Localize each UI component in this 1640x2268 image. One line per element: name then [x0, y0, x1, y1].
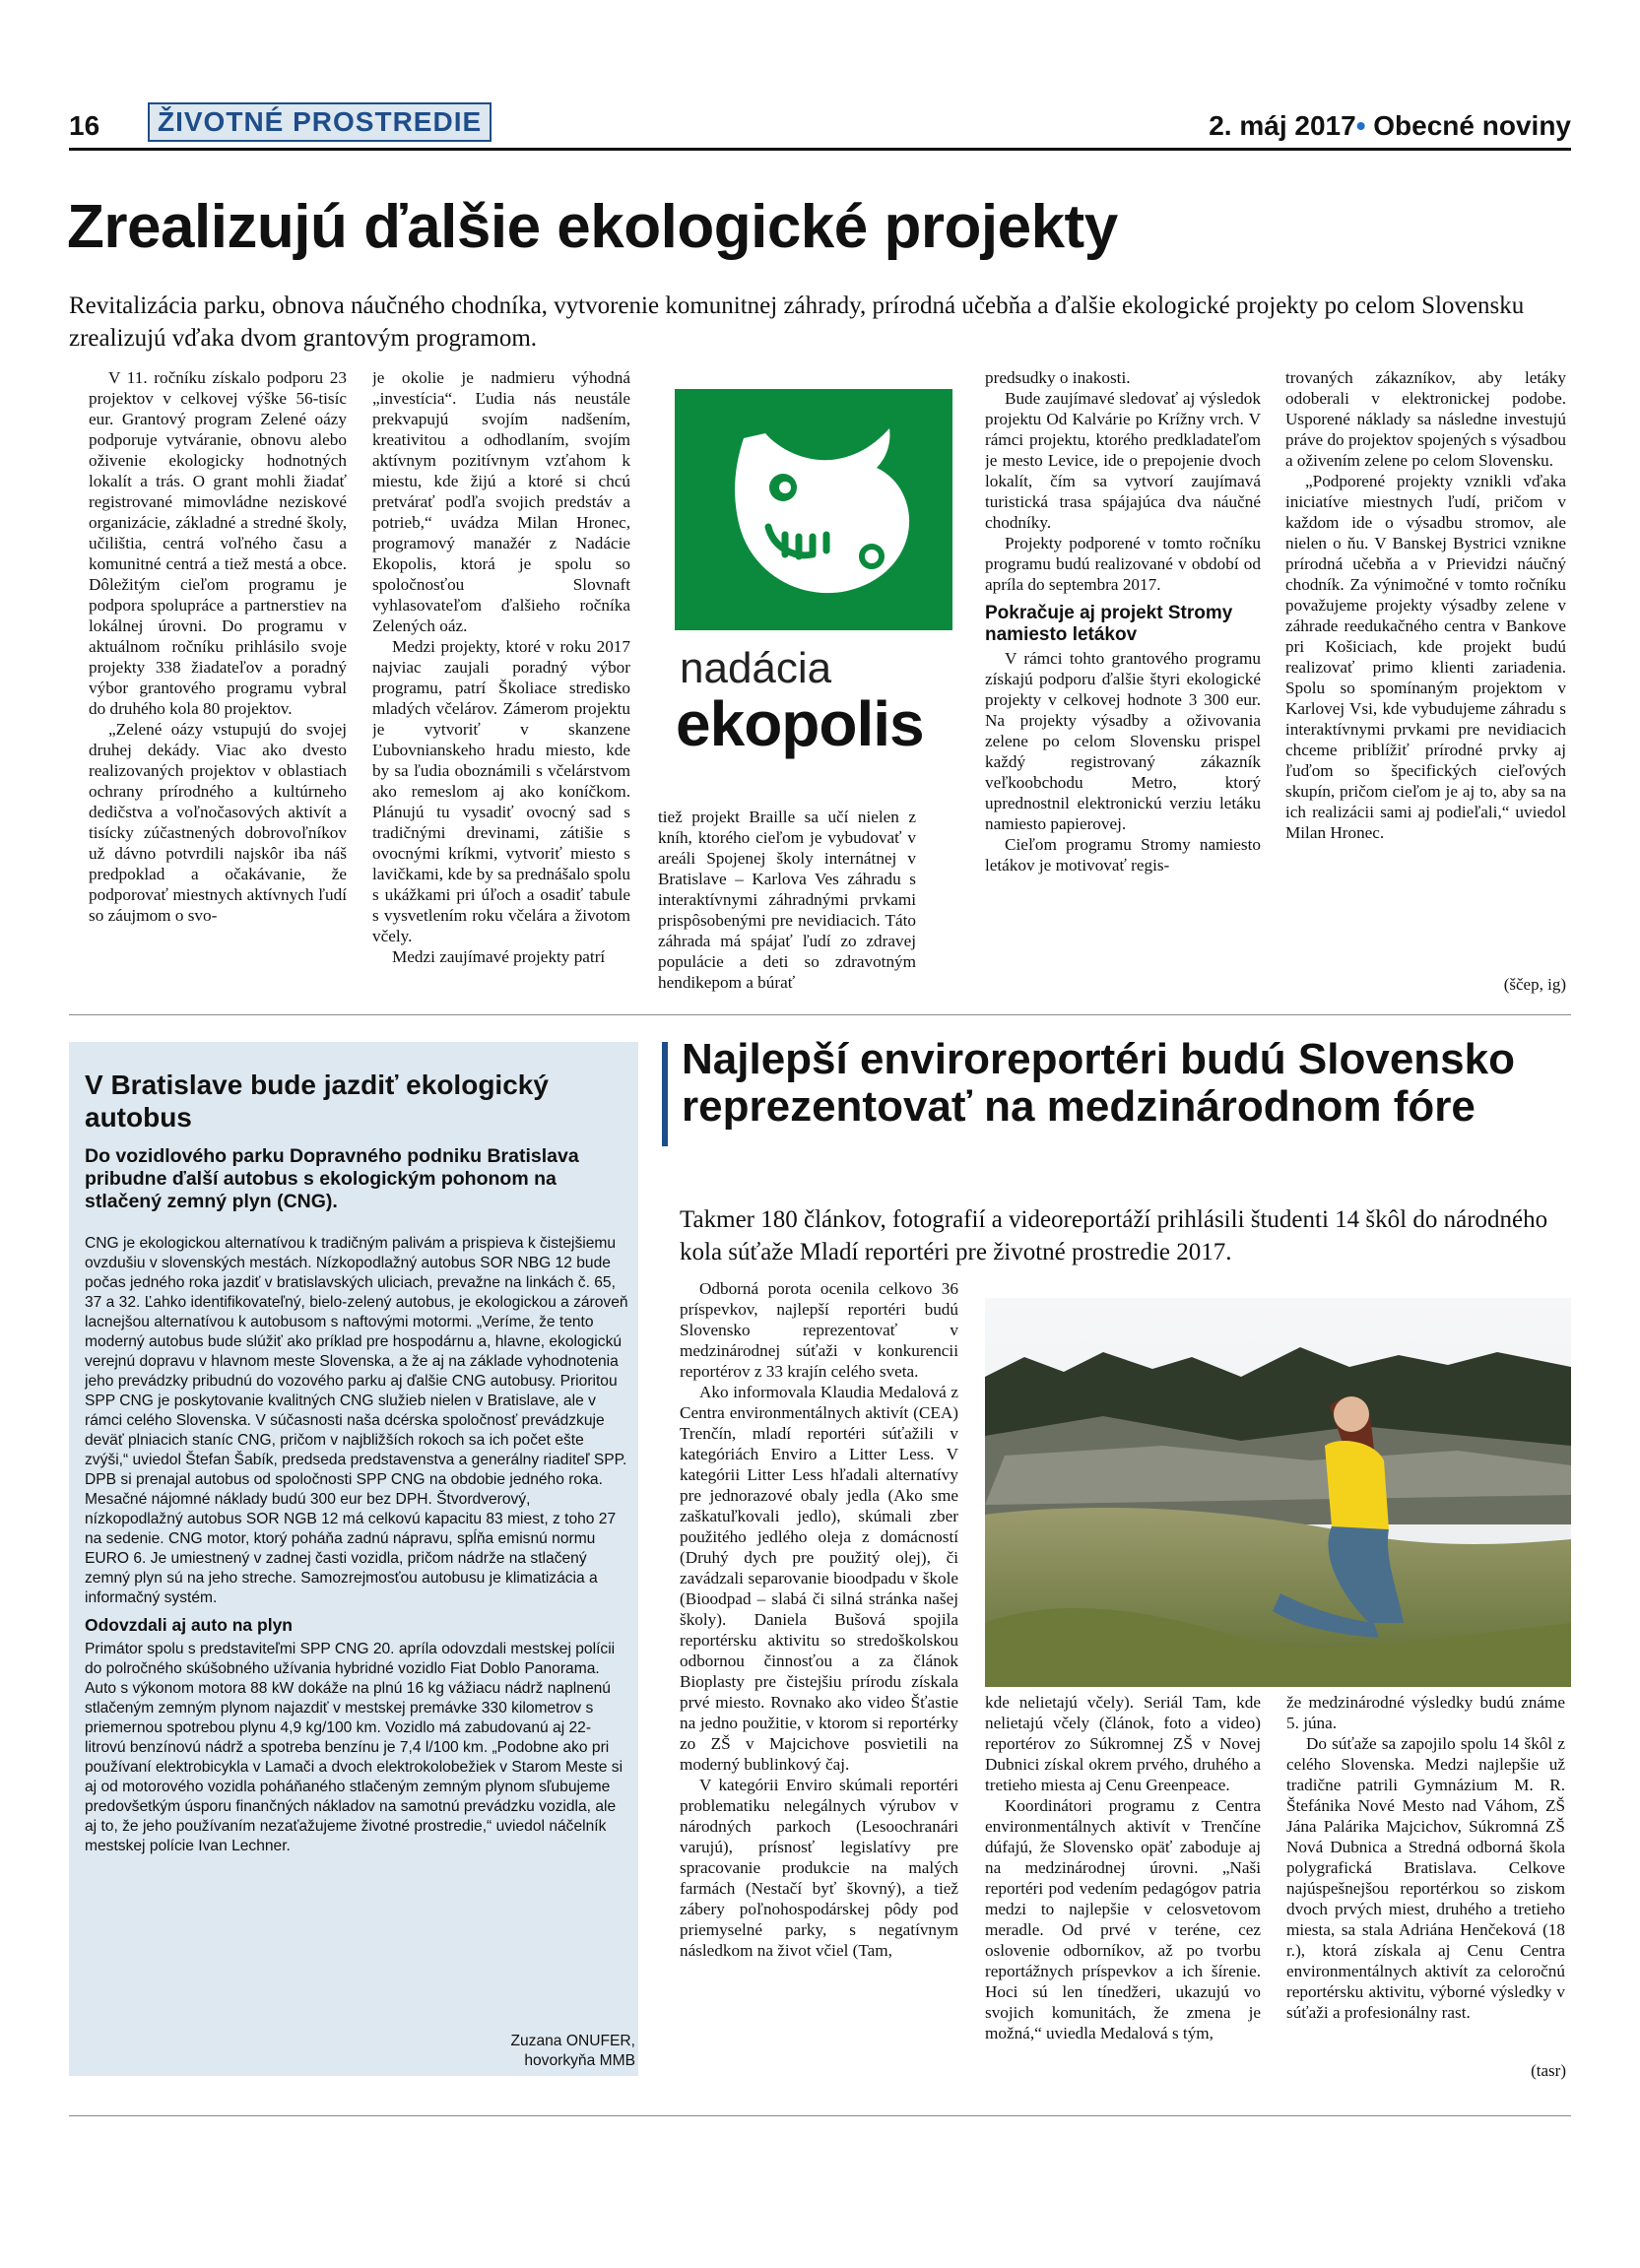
- paragraph: „Zelené oázy vstupujú do svojej druhej dekády. Viac ako dvesto realizovaných projektov v oblastiach ochrany prírodného a kultúrneho dedičstva a voľnočasových aktivít a tisícky zúčastnených dobrovoľníkov už dávno potvrdili najskôr iba náš predpoklad a očakávanie, že podporovať miestnych aktívnych ľudí so záujmom o svo-: [89, 720, 347, 925]
- footer-rule: [69, 2115, 1571, 2116]
- paragraph: Medzi zaujímavé projekty patrí: [392, 947, 606, 966]
- article2-signature: (tasr): [1531, 2061, 1566, 2080]
- article-column: [89, 367, 347, 994]
- sidebar-title: V Bratislave bude jazdiť ekologický autobus: [85, 1069, 549, 1133]
- paragraph: V 11. ročníku získalo podporu 23 projektov v celkovej výške 56-tisíc eur. Grantový program Zelené oázy podporuje vytváranie, obnovu alebo oživenie ekologicky hodnotných lokalít a trás. O grant mohli žiadať registrované mimovládne neziskové organizácie, základné a stredné školy, učilištia, centrá voľného času a komunitné centrá a tiež mestá a obce. Dôležitým cieľom programu je podpora spolupráce a partnerstiev na lokálnej úrovni. Do programu v aktuálnom ročníku prihlásilo svoje projekty 338 žiadateľov a poradný výbor grantového programu vybral do druhého kola 80 projektov.: [89, 368, 347, 718]
- article-signature: (ščep, ig): [1503, 975, 1566, 994]
- paragraph: „Podporené projekty vznikli vďaka iniciatíve miestnych ľudí, pričom v každom ide o výsadbu stromov, ale nielen o ňu. V Banskej Bystrici vznikne prírodná učebňa a v Prievidzi náučný chodník. Za výnimočné v tomto ročníku považujeme projekty výsadby zelene v záhrade reedukačného centra v Bankove pri Košiciach, kde projekt budú realizovať primo klienti zariadenia. Spolu so spomínaným projektom v Karlovej Vsi, kde vybudujeme záhradu s interaktívnymi prvkami pre nevidiacich chceme priblížiť prírodné prvky aj ľuďom so špecifických cieľových skupín, pričom cieľom je aj to, aby sa na ich realizácii sami aj podieľali,“ uviedol Milan Hronec.: [1285, 472, 1566, 842]
- dove-icon: [675, 389, 952, 630]
- sidebar-author: [510, 2032, 635, 2071]
- page-number: 16: [69, 110, 100, 141]
- paragraph: Primátor spolu s predstaviteľmi SPP CNG 20. apríla odovzdali mestskej polícii do polročného skúšobného užívania hybridné vozidlo Fiat Doblo Panorama. Auto s výkonom motora 88 kW dokáže na plnú 16 kg vážiacu nádrž naplnenú stlačeným zemným plynom najazdiť v mestskej premávke 330 kilometrov s priemernou spotrebou plynu 4,9 kg/100 km. Vozidlo má zabudovanú aj 22-litrovú benzínovú nádrž a spotreba benzínu je 7,4 l/100 km. „Podobne ako pri používaní elektrobicykla v Lamači a dvoch elektrokolobežiek v Starom Meste si aj od motorového vozidla poháňaného stlačeným zemným plynom sľubujeme predovšetkým úsporu finančných nákladov na samotnú prevádzku vozidla, ale aj to, že jeho používaním nezaťažujeme životné prostredie,“ uviedol náčelník mestskej polície Ivan Lechner.: [85, 1641, 623, 1854]
- author-name: Zuzana ONUFER,: [510, 2033, 635, 2049]
- masthead-info: [1209, 104, 1571, 148]
- sidebar-body: [85, 1234, 628, 2051]
- subheading: Pokračuje aj projekt Stromy namiesto letákov: [985, 603, 1233, 645]
- article-column: [1285, 367, 1566, 963]
- article-column: [985, 1692, 1261, 2086]
- subheading: Odovzdali aj auto na plyn: [85, 1615, 293, 1635]
- article-title: Zrealizujú ďalšie ekologické projekty: [67, 193, 1118, 261]
- paragraph: kde nelietajú včely). Seriál Tam, kde nelietajú včely (článok, foto a video) reportérov zo Súkromnej ZŠ v Novej Dubnici získal okrem prvého, druhého a tretieho miesta aj Cenu Greenpeace.: [985, 1693, 1261, 1794]
- paragraph: je okolie je nadmieru výhodná „investícia“. Ľudia nás neustále prekvapujú svojím nadšením, kreativitou a odhodlaním, svojím aktívnym pozitívnym vzťahom k miestu, kde žijú a ktoré si chcú pretvárať podľa svojich predstáv a potrieb,“ uvádza Milan Hronec, programový manažér z Nadácie Ekopolis, ktorá je spolu so spoločnosťou Slovnaft vyhlasovateľom ďalšieho ročníka Zelených oáz.: [372, 368, 630, 635]
- publication-name: Obecné noviny: [1373, 110, 1571, 141]
- paragraph: že medzinárodné výsledky budú známe 5. júna.: [1286, 1693, 1565, 1732]
- logo-text-ekopolis: ekopolis: [676, 688, 924, 759]
- article-column: [680, 1278, 958, 2071]
- section-label: ŽIVOTNÉ PROSTREDIE: [148, 102, 492, 142]
- article-lead: Revitalizácia parku, obnova náučného chodníka, vytvorenie komunitnej záhrady, prírodná učebňa a ďalšie ekologické projekty po celom Slovensku zrealizujú vďaka dvom grantovým programom.: [69, 292, 1525, 352]
- issue-date: 2. máj 2017: [1209, 110, 1356, 141]
- paragraph: V rámci tohto grantového programu získajú podporu ďalšie štyri ekologické projekty v celkovej hodnote 3 300 eur. Na projekty výsadby a oživovania zelene po celom Slovensku prispel každý registrovaný zákazník veľkoobchodu Metro, ktorý uprednostnil elektronickú verziu letáku namiesto papierovej.: [985, 649, 1261, 833]
- ekopolis-logo: [675, 389, 952, 630]
- article2-lead: Takmer 180 článkov, fotografií a videoreportáží prihlásili študenti 14 škôl do národného kola súťaže Mladí reportéri pre životné prostredie 2017.: [680, 1206, 1548, 1265]
- paragraph: Cieľom programu Stromy namiesto letákov je motivovať regis-: [985, 835, 1261, 875]
- paragraph: V kategórii Enviro skúmali reportéri problematiku nelegálnych výrubov v národných parkoch (Lesoochranári varujú), prísnosť legislatívy pre spracovanie produkcie na malých farmách (Nestačí byť škovný), a tiež zábery poľnohospodárskej pôdy pod priemyselné parky, s negatívnym následkom na život včiel (Tam,: [680, 1776, 958, 1960]
- paragraph: Koordinátori programu z Centra environmentálnych aktivít v Trenčíne dúfajú, že Slovensko opäť zaboduje aj na medzinárodnej úrovni. „Naši reportéri pod vedením pedagógov patria medzi to najlepšie v celosvetovom meradle. Od prvé v teréne, cez oslovenie odborníkov, až po tvorbu reportážnych príspevkov a ich šírenie. Hoci sú len tínedžeri, ukazujú vo svojich komunitách, že zmena je možná,“ uviedla Medalová s tým,: [985, 1796, 1261, 2042]
- paragraph: predsudky o inakosti.: [985, 368, 1131, 387]
- paragraph: DPB si prenajal autobus od spoločnosti SPP CNG na obdobie jedného roka. Mesačné nájomné náklady budú 300 eur bez DPH. Štvordverový, nízkopodlažný autobus SOR NGB 12 má celkovú kapacitu 83 miest, z toho 27 na sedenie. CNG motor, ktorý poháňa zadnú nápravu, spĺňa emisnú normu EURO 6. Je umiestnený v zadnej časti vozidla, pričom nádrže na stlačený zemný plyn sú na jeho streche. Samozrejmosťou autobusu je klimatizácia a informačný systém.: [85, 1471, 617, 1606]
- landscape-photo-icon: [985, 1298, 1571, 1687]
- divider: [69, 1014, 1571, 1015]
- paragraph: Do súťaže sa zapojilo spolu 14 škôl z celého Slovenska. Medzi najlepšie už tradične patrili Gymnázium M. R. Štefánika Nové Mesto nad Váhom, ZŠ Jána Palárika Majcichov, Súkromná ZŠ Nová Dubnica a Stredná odborná škola polygrafická Bratislava. Celkove najúspešnejšou reportérkou so ziskom dvoch prvých miest, druhého a tretieho miesta, sa stala Adriána Henčeková (18 r.), ktorá získala aj Cenu Centra environmentálnych aktivít za celoročnú reportérsku aktivitu, výborné výsledky v súťaži a profesionálny rast.: [1286, 1734, 1565, 2022]
- sidebar-lead: Do vozidlového parku Dopravného podniku Bratislava pribudne ďalší autobus s ekologickým pohonom na stlačený zemný plyn (CNG).: [85, 1145, 579, 1212]
- paragraph: Odborná porota ocenila celkovo 36 príspevkov, najlepší reportéri budú Slovensko reprezentovať v medzinárodnej súťaži v konkurencii reportérov z 33 krajín celého sveta.: [680, 1279, 958, 1381]
- paragraph: trovaných zákazníkov, aby letáky odoberali v elektronickej podobe. Usporené náklady sa následne investujú práve do projektov spojených s výsadbou a oživením zelene po celom Slovensku.: [1285, 368, 1566, 470]
- header-rule: [69, 148, 1571, 151]
- paragraph: Projekty podporené v tomto ročníku programu budú realizované v období od apríla do septembra 2017.: [985, 534, 1261, 594]
- article-column: [658, 807, 916, 1004]
- article-column: [372, 367, 630, 994]
- article2-title: Najlepší enviroreportéri budú Slovensko reprezentovať na medzinárodnom fóre: [682, 1035, 1515, 1131]
- author-role: hovorkyňa MMB: [524, 2052, 635, 2069]
- paragraph: Medzi projekty, ktoré v roku 2017 najviac zaujali poradný výbor programu, patrí Školiace stredisko mladých včelárov. Zámerom projektu je vytvoriť v skanzene Ľubovnianskeho hradu miesto, kde by sa ľudia oboznámili s včelárstvom ako remeslom aj ako koníčkom. Plánujú tu vysadiť ovocný sad s tradičnými drevinami, zátišie s ovocnými kríkmi, vytvoriť miesto s lavičkami, kde by sa prednášalo spolu s ukážkami pri úľoch a osadiť tabule s vysvetlením roku včelára a životom včely.: [372, 637, 630, 945]
- article-column: [1286, 1692, 1565, 2056]
- logo-text-nadacia: nadácia: [680, 644, 832, 692]
- article-column: [985, 367, 1261, 998]
- paragraph: Ako informovala Klaudia Medalová z Centra environmentálnych aktivít (CEA) Trenčín, mladí reportéri súťažili v kategóriách Enviro a Litter Less. V kategórii Litter Less hľadali alternatívy pre jednorazové obaly jedla (Ako sme zaškatuľkovali jedlo), skúmali zber použitého jedlého oleja z domácností (Druhý dych pre použitý olej), či zavádzali separovanie bioodpadu v škole (Bioodpad – slabá či silná stránka našej školy). Daniela Bušová spojila reportérsku aktivitu so stredoškolskou odbornou činnosťou a za článok Bioplasty pre čistejšiu prírodu získala prvé miesto. Rovnako ako video Šťastie na jedno použitie, v ktorom si reportérky zo ZŠ v Majcichove posvietili na moderný bublinkový čaj.: [680, 1383, 958, 1774]
- paragraph: tiež projekt Braille sa učí nielen z kníh, ktorého cieľom je vybudovať v areáli Spojenej školy internátnej v Bratislave – Karlova Ves záhradu s interaktívnymi záhradnými prvkami prispôsobenými pre nevidiacich. Táto záhrada má spájať ľudí zo zdravej populácie a deti so zdravotným hendikepom a búrať: [658, 808, 916, 992]
- photo-girl-landscape: [985, 1298, 1571, 1687]
- paragraph: Bude zaujímavé sledovať aj výsledok projektu Od Kalvárie po Krížny vrch. V rámci projektu, ktorého predkladateľom je mesto Levice, ide o prepojenie dvoch lokalít, čím sa vytvorí zaujímavá turistická trasa spájajúca dva náučné chodníky.: [985, 389, 1261, 532]
- bullet: •: [1355, 110, 1366, 141]
- paragraph: CNG je ekologickou alternatívou k tradičným palivám a prispieva k čistejšiemu ovzdušiu v slovenských mestách. Nízkopodlažný autobus SOR NBG 12 bude počas jedného roka jazdiť v bratislavských uliciach, prevažne na linkách č. 65, 37 a 32. Ľahko identifikovateľný, bielo-zelený autobus, je ekologickou a zároveň lacnejšou alternatívou k autobusom s naftovými motormi. „Veríme, že tento moderný autobus bude slúžiť ako príklad pre hospodárnu a, hlavne, ekologickú verejnú dopravu v hlavnom meste Slovenska, a že aj na základe vyhodnotenia jeho prevádzky pribudnú do vozového parku aj ďalšie CNG autobusy. Prioritou SPP CNG je poskytovanie kvalitných CNG služieb nielen v Bratislave, ale v rámci celého Slovenska. V súčasnosti naša dcérska spoločnosť prevádzkuje deväť plniacich staníc CNG, pričom v najbližších rokoch sa ich počet ešte zvýši,“ uviedol Štefan Šabík, predseda predstavenstva a generálny riaditeľ SPP.: [85, 1235, 628, 1468]
- accent-bar: [662, 1042, 668, 1146]
